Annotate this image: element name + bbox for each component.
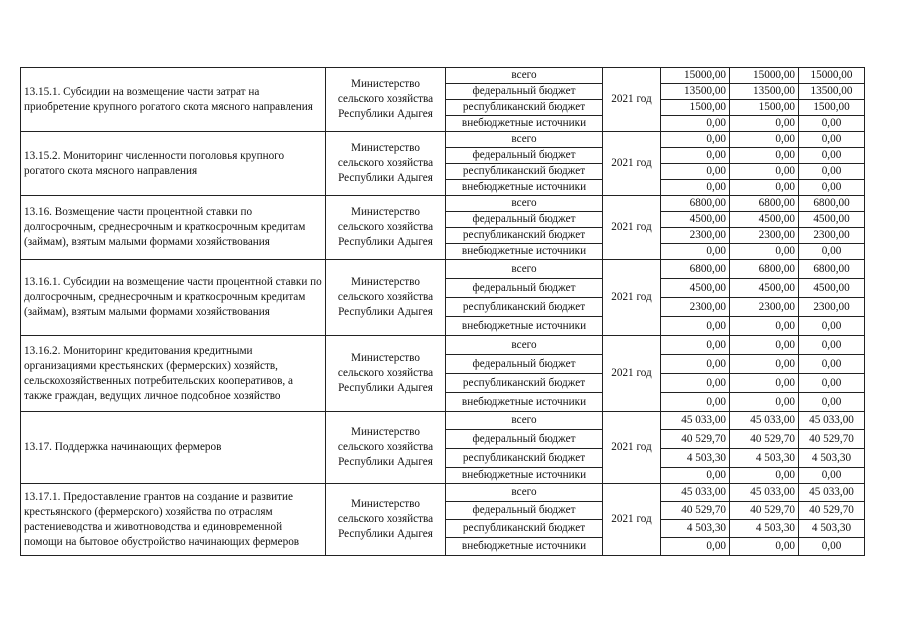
funding-source: всего — [446, 336, 603, 355]
table-row — [21, 132, 865, 148]
amount-cell-1: 45 033,00 — [661, 484, 730, 502]
amount-cell-2: 0,00 — [730, 148, 799, 164]
measure-name: 13.17. Поддержка начинающих фермеров — [21, 412, 326, 484]
amount-cell-3: 4 503,30 — [799, 449, 865, 468]
amount-cell-2: 45 033,00 — [730, 484, 799, 502]
funding-source: внебюджетные источники — [446, 538, 603, 556]
implementation-year: 2021 год — [603, 68, 661, 132]
amount-cell-2: 40 529,70 — [730, 430, 799, 449]
funding-source: республиканский бюджет — [446, 520, 603, 538]
amount-cell-1: 4500,00 — [661, 212, 730, 228]
amount-cell-1: 0,00 — [661, 538, 730, 556]
funding-source: республиканский бюджет — [446, 228, 603, 244]
table-row — [21, 68, 865, 84]
responsible-ministry: Министерство сельского хозяйства Республики Адыгея — [326, 484, 446, 556]
amount-cell-2: 4500,00 — [730, 279, 799, 298]
amount-cell-1: 4 503,30 — [661, 520, 730, 538]
amount-cell-3: 0,00 — [799, 393, 865, 412]
amount-cell-1: 15000,00 — [661, 68, 730, 84]
amount-cell-1: 2300,00 — [661, 228, 730, 244]
amount-cell-1: 4500,00 — [661, 279, 730, 298]
amount-cell-3: 4500,00 — [799, 212, 865, 228]
funding-source: внебюджетные источники — [446, 116, 603, 132]
amount-cell-2: 0,00 — [730, 132, 799, 148]
amount-cell-3: 0,00 — [799, 164, 865, 180]
amount-cell-2: 40 529,70 — [730, 502, 799, 520]
responsible-ministry: Министерство сельского хозяйства Республики Адыгея — [326, 412, 446, 484]
amount-cell-1: 45 033,00 — [661, 412, 730, 430]
amount-cell-3: 0,00 — [799, 244, 865, 260]
amount-cell-3: 4500,00 — [799, 279, 865, 298]
amount-cell-1: 40 529,70 — [661, 430, 730, 449]
measure-name: 13.16. Возмещение части процентной ставки по долгосрочным, среднесрочным и краткосрочным кредитам (займам), взятым малыми формами хозяйствования — [21, 196, 326, 260]
amount-cell-2: 2300,00 — [730, 228, 799, 244]
funding-source: федеральный бюджет — [446, 148, 603, 164]
funding-source: всего — [446, 260, 603, 279]
funding-source: республиканский бюджет — [446, 449, 603, 468]
funding-source: федеральный бюджет — [446, 355, 603, 374]
responsible-ministry: Министерство сельского хозяйства Республики Адыгея — [326, 68, 446, 132]
amount-cell-3: 6800,00 — [799, 260, 865, 279]
measure-name: 13.15.1. Субсидии на возмещение части затрат на приобретение крупного рогатого скота мясного направления — [21, 68, 326, 132]
amount-cell-1: 40 529,70 — [661, 502, 730, 520]
amount-cell-2: 6800,00 — [730, 196, 799, 212]
amount-cell-1: 6800,00 — [661, 196, 730, 212]
funding-source: республиканский бюджет — [446, 100, 603, 116]
amount-cell-3: 45 033,00 — [799, 484, 865, 502]
funding-source: внебюджетные источники — [446, 244, 603, 260]
amount-cell-2: 0,00 — [730, 244, 799, 260]
amount-cell-3: 2300,00 — [799, 298, 865, 317]
document-table-area — [20, 67, 864, 556]
amount-cell-2: 0,00 — [730, 336, 799, 355]
amount-cell-3: 0,00 — [799, 374, 865, 393]
measure-name: 13.16.1. Субсидии на возмещение части процентной ставки по долгосрочным, среднесрочным и краткосрочным кредитам (займам), взятым малыми формами хозяйствования — [21, 260, 326, 336]
funding-source: республиканский бюджет — [446, 298, 603, 317]
measure-name: 13.17.1. Предоставление грантов на создание и развитие крестьянского (фермерского) хозяйства по отраслям растениеводства и животноводства и единовременной помощи на бытовое обустройство начинающих фермеров — [21, 484, 326, 556]
funding-source: федеральный бюджет — [446, 212, 603, 228]
responsible-ministry: Министерство сельского хозяйства Республики Адыгея — [326, 260, 446, 336]
funding-source: республиканский бюджет — [446, 164, 603, 180]
funding-source: республиканский бюджет — [446, 374, 603, 393]
amount-cell-2: 0,00 — [730, 317, 799, 336]
amount-cell-2: 4 503,30 — [730, 449, 799, 468]
amount-cell-2: 6800,00 — [730, 260, 799, 279]
funding-source: федеральный бюджет — [446, 279, 603, 298]
funding-source: внебюджетные источники — [446, 180, 603, 196]
funding-source: всего — [446, 68, 603, 84]
amount-cell-1: 6800,00 — [661, 260, 730, 279]
funding-source: федеральный бюджет — [446, 502, 603, 520]
amount-cell-2: 1500,00 — [730, 100, 799, 116]
responsible-ministry: Министерство сельского хозяйства Республики Адыгея — [326, 132, 446, 196]
implementation-year: 2021 год — [603, 196, 661, 260]
amount-cell-3: 0,00 — [799, 317, 865, 336]
amount-cell-1: 0,00 — [661, 317, 730, 336]
amount-cell-2: 4 503,30 — [730, 520, 799, 538]
amount-cell-3: 15000,00 — [799, 68, 865, 84]
implementation-year: 2021 год — [603, 260, 661, 336]
amount-cell-1: 13500,00 — [661, 84, 730, 100]
amount-cell-2: 15000,00 — [730, 68, 799, 84]
amount-cell-3: 0,00 — [799, 355, 865, 374]
amount-cell-3: 0,00 — [799, 180, 865, 196]
amount-cell-2: 0,00 — [730, 116, 799, 132]
funding-source: внебюджетные источники — [446, 468, 603, 484]
implementation-year: 2021 год — [603, 132, 661, 196]
amount-cell-2: 0,00 — [730, 374, 799, 393]
implementation-year: 2021 год — [603, 484, 661, 556]
amount-cell-1: 0,00 — [661, 116, 730, 132]
amount-cell-2: 0,00 — [730, 164, 799, 180]
amount-cell-1: 0,00 — [661, 164, 730, 180]
amount-cell-1: 0,00 — [661, 374, 730, 393]
measure-name: 13.15.2. Мониторинг численности поголовья крупного рогатого скота мясного направления — [21, 132, 326, 196]
funding-source: федеральный бюджет — [446, 430, 603, 449]
amount-cell-1: 0,00 — [661, 336, 730, 355]
responsible-ministry: Министерство сельского хозяйства Республики Адыгея — [326, 336, 446, 412]
implementation-year: 2021 год — [603, 412, 661, 484]
amount-cell-3: 0,00 — [799, 538, 865, 556]
amount-cell-1: 0,00 — [661, 468, 730, 484]
amount-cell-3: 1500,00 — [799, 100, 865, 116]
amount-cell-2: 0,00 — [730, 468, 799, 484]
amount-cell-2: 0,00 — [730, 538, 799, 556]
budget-table-body — [21, 68, 865, 556]
amount-cell-3: 2300,00 — [799, 228, 865, 244]
responsible-ministry: Министерство сельского хозяйства Республики Адыгея — [326, 196, 446, 260]
amount-cell-1: 0,00 — [661, 244, 730, 260]
amount-cell-2: 4500,00 — [730, 212, 799, 228]
funding-source: всего — [446, 412, 603, 430]
funding-source: всего — [446, 484, 603, 502]
table-row — [21, 260, 865, 279]
table-row — [21, 336, 865, 355]
amount-cell-1: 0,00 — [661, 355, 730, 374]
amount-cell-3: 0,00 — [799, 148, 865, 164]
amount-cell-2: 13500,00 — [730, 84, 799, 100]
budget-table — [20, 67, 865, 556]
funding-source: всего — [446, 132, 603, 148]
amount-cell-2: 2300,00 — [730, 298, 799, 317]
amount-cell-1: 0,00 — [661, 393, 730, 412]
amount-cell-2: 0,00 — [730, 393, 799, 412]
table-row — [21, 412, 865, 430]
amount-cell-1: 2300,00 — [661, 298, 730, 317]
amount-cell-3: 45 033,00 — [799, 412, 865, 430]
measure-name: 13.16.2. Мониторинг кредитования кредитными организациями крестьянских (фермерских) хозяйств, сельскохозяйственных потребительских кооперативов, а также граждан, ведущих личное подсобное хозяйство — [21, 336, 326, 412]
amount-cell-3: 13500,00 — [799, 84, 865, 100]
amount-cell-2: 0,00 — [730, 180, 799, 196]
amount-cell-3: 0,00 — [799, 132, 865, 148]
funding-source: всего — [446, 196, 603, 212]
amount-cell-1: 0,00 — [661, 132, 730, 148]
funding-source: федеральный бюджет — [446, 84, 603, 100]
amount-cell-1: 0,00 — [661, 148, 730, 164]
table-row — [21, 196, 865, 212]
funding-source: внебюджетные источники — [446, 317, 603, 336]
amount-cell-2: 45 033,00 — [730, 412, 799, 430]
amount-cell-1: 4 503,30 — [661, 449, 730, 468]
funding-source: внебюджетные источники — [446, 393, 603, 412]
amount-cell-1: 1500,00 — [661, 100, 730, 116]
amount-cell-3: 40 529,70 — [799, 502, 865, 520]
amount-cell-3: 4 503,30 — [799, 520, 865, 538]
amount-cell-2: 0,00 — [730, 355, 799, 374]
amount-cell-3: 0,00 — [799, 336, 865, 355]
amount-cell-3: 0,00 — [799, 116, 865, 132]
amount-cell-3: 0,00 — [799, 468, 865, 484]
table-row — [21, 484, 865, 502]
amount-cell-3: 40 529,70 — [799, 430, 865, 449]
amount-cell-3: 6800,00 — [799, 196, 865, 212]
amount-cell-1: 0,00 — [661, 180, 730, 196]
implementation-year: 2021 год — [603, 336, 661, 412]
